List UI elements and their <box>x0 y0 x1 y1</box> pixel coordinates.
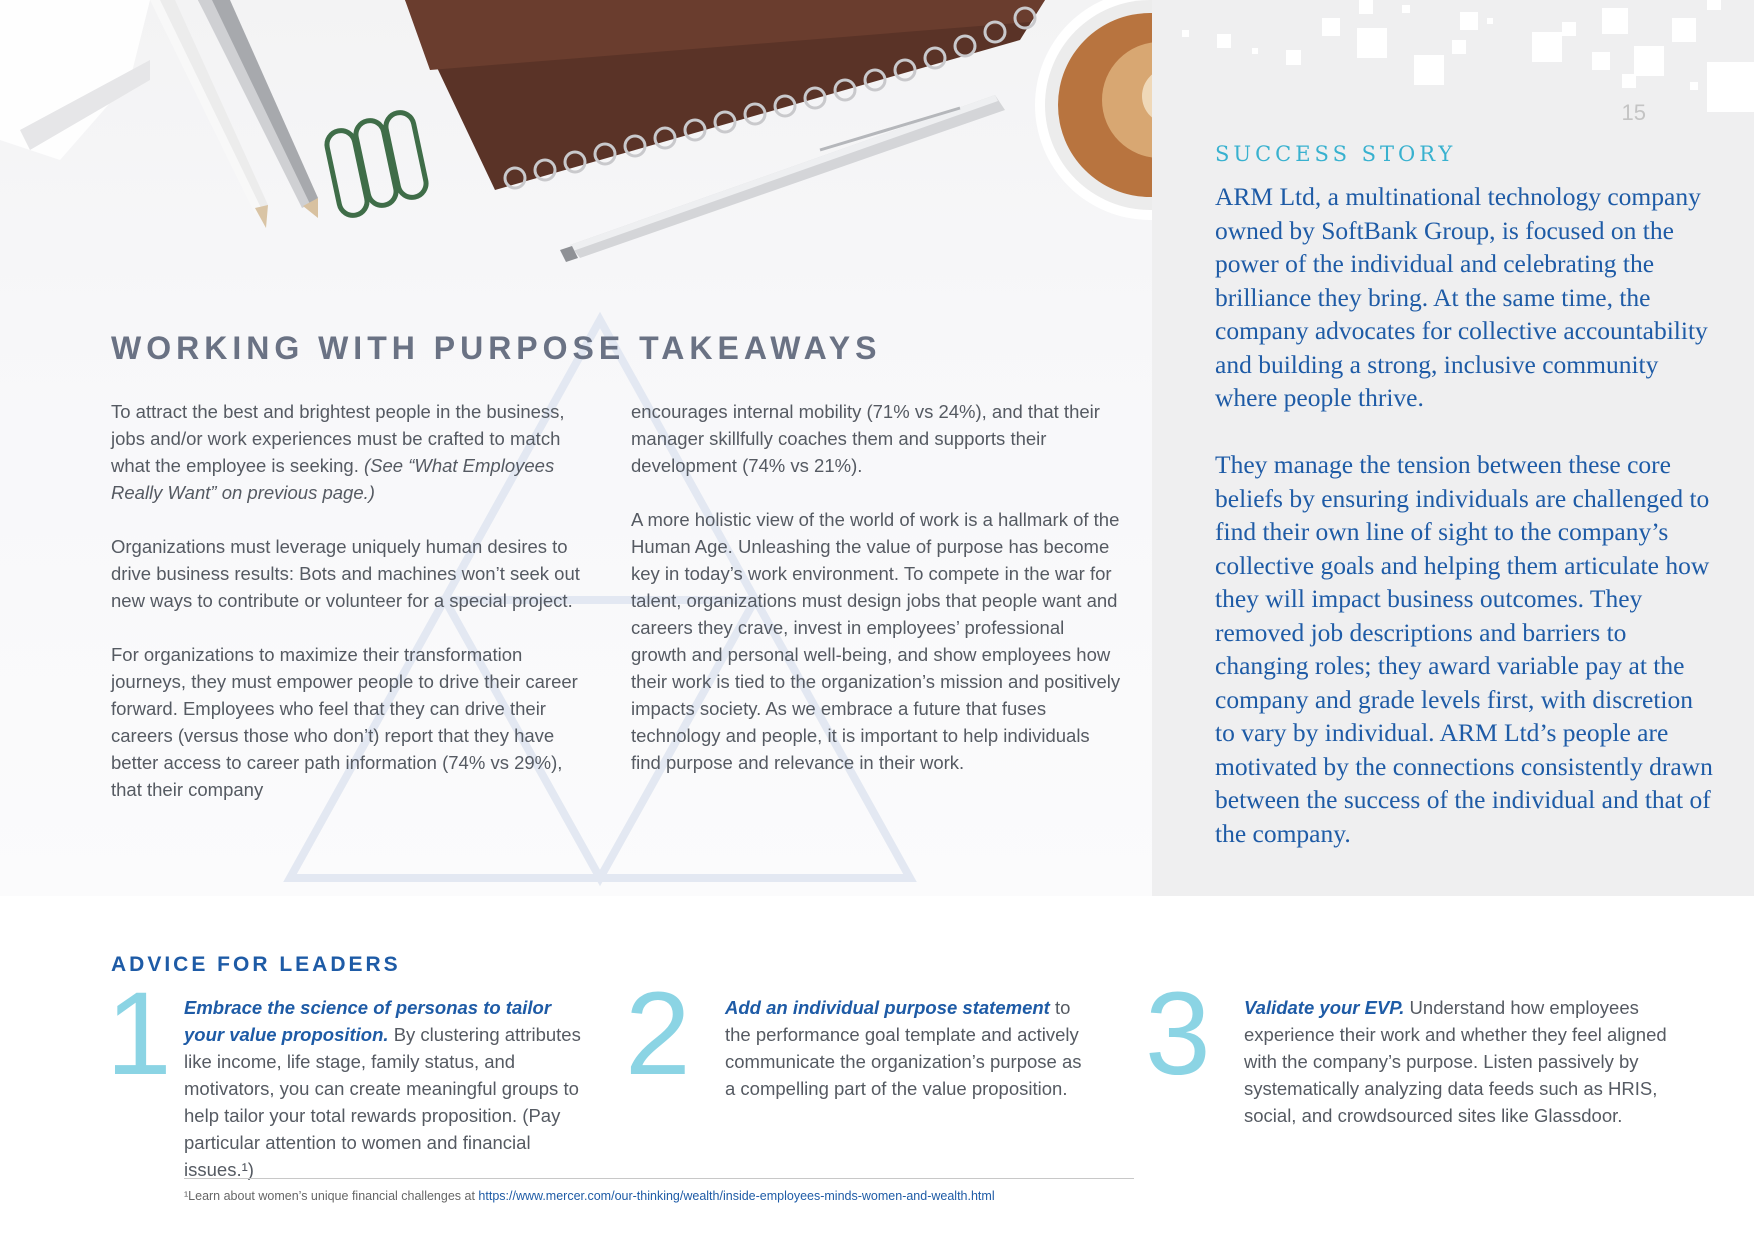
left-text-column <box>111 398 596 830</box>
footnote-text: ¹Learn about women’s unique financial challenges at <box>184 1189 479 1203</box>
advice-number: 1 <box>106 968 172 1100</box>
cross-reference-note: (See “What Employees Really Want” on previous page.) <box>111 455 555 503</box>
advice-item <box>1244 994 1674 1129</box>
advice-body: By clustering attributes like income, life stage, family status, and motivators, you can create meaningful groups to help tailor your total rewards proposition. (Pay particular attention to women and financial issues.¹) <box>184 1024 581 1180</box>
paragraph-text: To attract the best and brightest people in the business, jobs and/or work experiences must be crafted to match what the employee is seeking. <box>111 401 565 476</box>
body-paragraph: Organizations must leverage uniquely human desires to drive business results: Bots and machines won’t seek out new ways to contribute or volunteer for a special project. <box>111 536 580 611</box>
body-paragraph <box>111 398 596 506</box>
advice-lead: Embrace the science of personas to tailor your value proposition. <box>184 997 552 1045</box>
footnote-divider <box>184 1178 1134 1179</box>
success-story-body <box>1215 180 1715 884</box>
advice-lead: Validate your EVP. <box>1244 997 1405 1018</box>
advice-body: Understand how employees experience their work and whether they feel aligned with the company’s purpose. Listen passively by systematically analyzing data feeds such as HRIS, social, and crowdsourced sites like Glassdoor. <box>1244 997 1667 1126</box>
paper-clips-image <box>324 110 428 218</box>
advice-item <box>725 994 1095 1102</box>
body-paragraph: For organizations to maximize their transformation journeys, they must empower people to drive their career forward. Employees who feel that they can drive their careers (versus those who don’t) report that they have better access to career path information (74% vs 29%), that their company <box>111 644 578 800</box>
right-text-column <box>631 398 1121 803</box>
success-story-label: SUCCESS STORY <box>1215 142 1457 166</box>
body-paragraph: A more holistic view of the world of work is a hallmark of the Human Age. Unleashing the value of purpose has become key in today’s work environment. To compete in the war for talent, organizations must design jobs that people want and careers they crave, invest in employees’ professional growth and personal well-being, and show employees how their work is tied to the organization’s mission and positively impacts society. As we embrace a future that fuses technology and people, it is important to help individuals find purpose and relevance in their work. <box>631 509 1121 773</box>
advice-section-title: ADVICE FOR LEADERS <box>111 953 401 976</box>
advice-number: 3 <box>1145 968 1211 1100</box>
page-number: 15 <box>1621 100 1646 125</box>
footnote <box>184 1189 995 1203</box>
pencils-image <box>150 0 318 228</box>
coffee-cup-image <box>1035 0 1152 220</box>
advice-lead: Add an individual purpose statement <box>725 997 1050 1018</box>
desk-photo <box>0 0 1152 330</box>
body-paragraph: encourages internal mobility (71% vs 24%), and that their manager skillfully coaches them and supports their development (74% vs 21%). <box>631 401 1100 476</box>
footnote-link[interactable]: https://www.mercer.com/our-thinking/wealth/inside-employees-minds-women-and-wealth.html <box>478 1189 995 1203</box>
success-story-paragraph: They manage the tension between these core beliefs by ensuring individuals are challenged to find their own line of sight to the company’s collective goals and helping them articulate how they will impact business outcomes. They removed job descriptions and barriers to changing roles; they award variable pay at the company and grade levels first, with discretion to vary by individual. ARM Ltd’s people are motivated by the connections consistently drawn between the success of the individual and that of the company. <box>1215 450 1713 848</box>
pixel-pattern-decoration <box>1152 0 1754 120</box>
success-story-paragraph: ARM Ltd, a multinational technology company owned by SoftBank Group, is focused on the power of the individual and celebrating the brilliance they bring. At the same time, the company advocates for collective accountability and building a strong, inclusive community where people thrive. <box>1215 182 1708 412</box>
page-title: WORKING WITH PURPOSE TAKEAWAYS <box>111 330 882 366</box>
notebook-image <box>405 0 1045 190</box>
advice-number: 2 <box>625 968 691 1100</box>
advice-item <box>184 994 594 1183</box>
advice-body: to the performance goal template and actively communicate the organization’s purpose as a compelling part of the value proposition. <box>725 997 1082 1099</box>
